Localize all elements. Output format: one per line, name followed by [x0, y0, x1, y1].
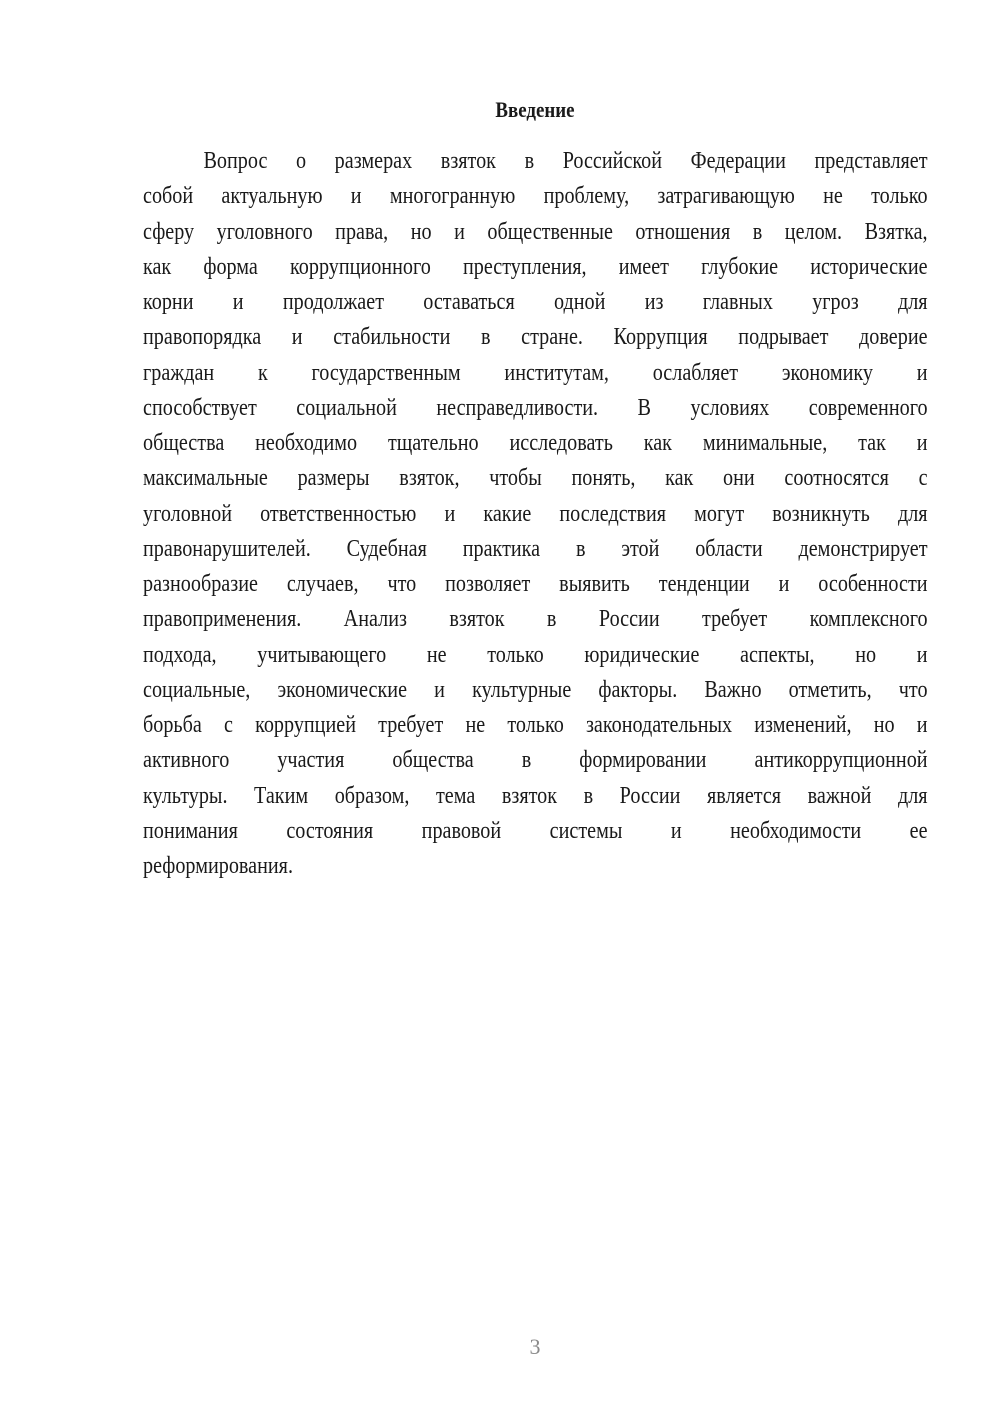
- text-line: борьба с коррупцией требует не только законодательных изменений, но и: [143, 712, 928, 738]
- page-number: 3: [529, 1334, 541, 1359]
- text-line: социальные, экономические и культурные факторы. Важно отметить, что: [143, 676, 928, 703]
- text-line: общества необходимо тщательно исследовать как минимальные, так и: [143, 430, 928, 456]
- text-line: разнообразие случаев, что позволяет выявить тенденции и особенности: [143, 571, 928, 597]
- text-line: культуры. Таким образом, тема взяток в России является важной для: [143, 782, 928, 809]
- text-line: корни и продолжает оставаться одной из главных угроз для: [143, 289, 928, 315]
- text-line: способствует социальной несправедливости. В условиях современного: [143, 394, 928, 421]
- text-line: как форма коррупционного преступления, имеет глубокие исторические: [143, 253, 928, 280]
- text-line: подхода, учитывающего не только юридические аспекты, но и: [143, 641, 928, 668]
- paragraph: [143, 144, 928, 884]
- text-line: сферу уголовного права, но и общественные отношения в целом. Взятка,: [143, 218, 928, 245]
- text-line: уголовной ответственностью и какие последствия могут возникнуть для: [143, 500, 928, 527]
- section-heading: Введение: [495, 97, 575, 122]
- text-line: правопорядка и стабильности в стране. Коррупция подрывает доверие: [143, 324, 928, 351]
- text-line: максимальные размеры взяток, чтобы понять, как они соотносятся с: [143, 465, 928, 492]
- text-line: граждан к государственным институтам, ослабляет экономику и: [143, 359, 928, 386]
- text-line: реформирования.: [143, 853, 293, 879]
- text-line: собой актуальную и многогранную проблему, затрагивающую не только: [143, 183, 928, 210]
- text-line: понимания состояния правовой системы и необходимости ее: [143, 817, 928, 844]
- text-line: правоприменения. Анализ взяток в России требует комплексного: [143, 606, 928, 633]
- text-line: Вопрос о размерах взяток в Российской Федерации представляет: [203, 148, 928, 174]
- text-line: правонарушителей. Судебная практика в этой области демонстрирует: [143, 535, 928, 562]
- text-line: активного участия общества в формировании антикоррупционной: [143, 747, 928, 774]
